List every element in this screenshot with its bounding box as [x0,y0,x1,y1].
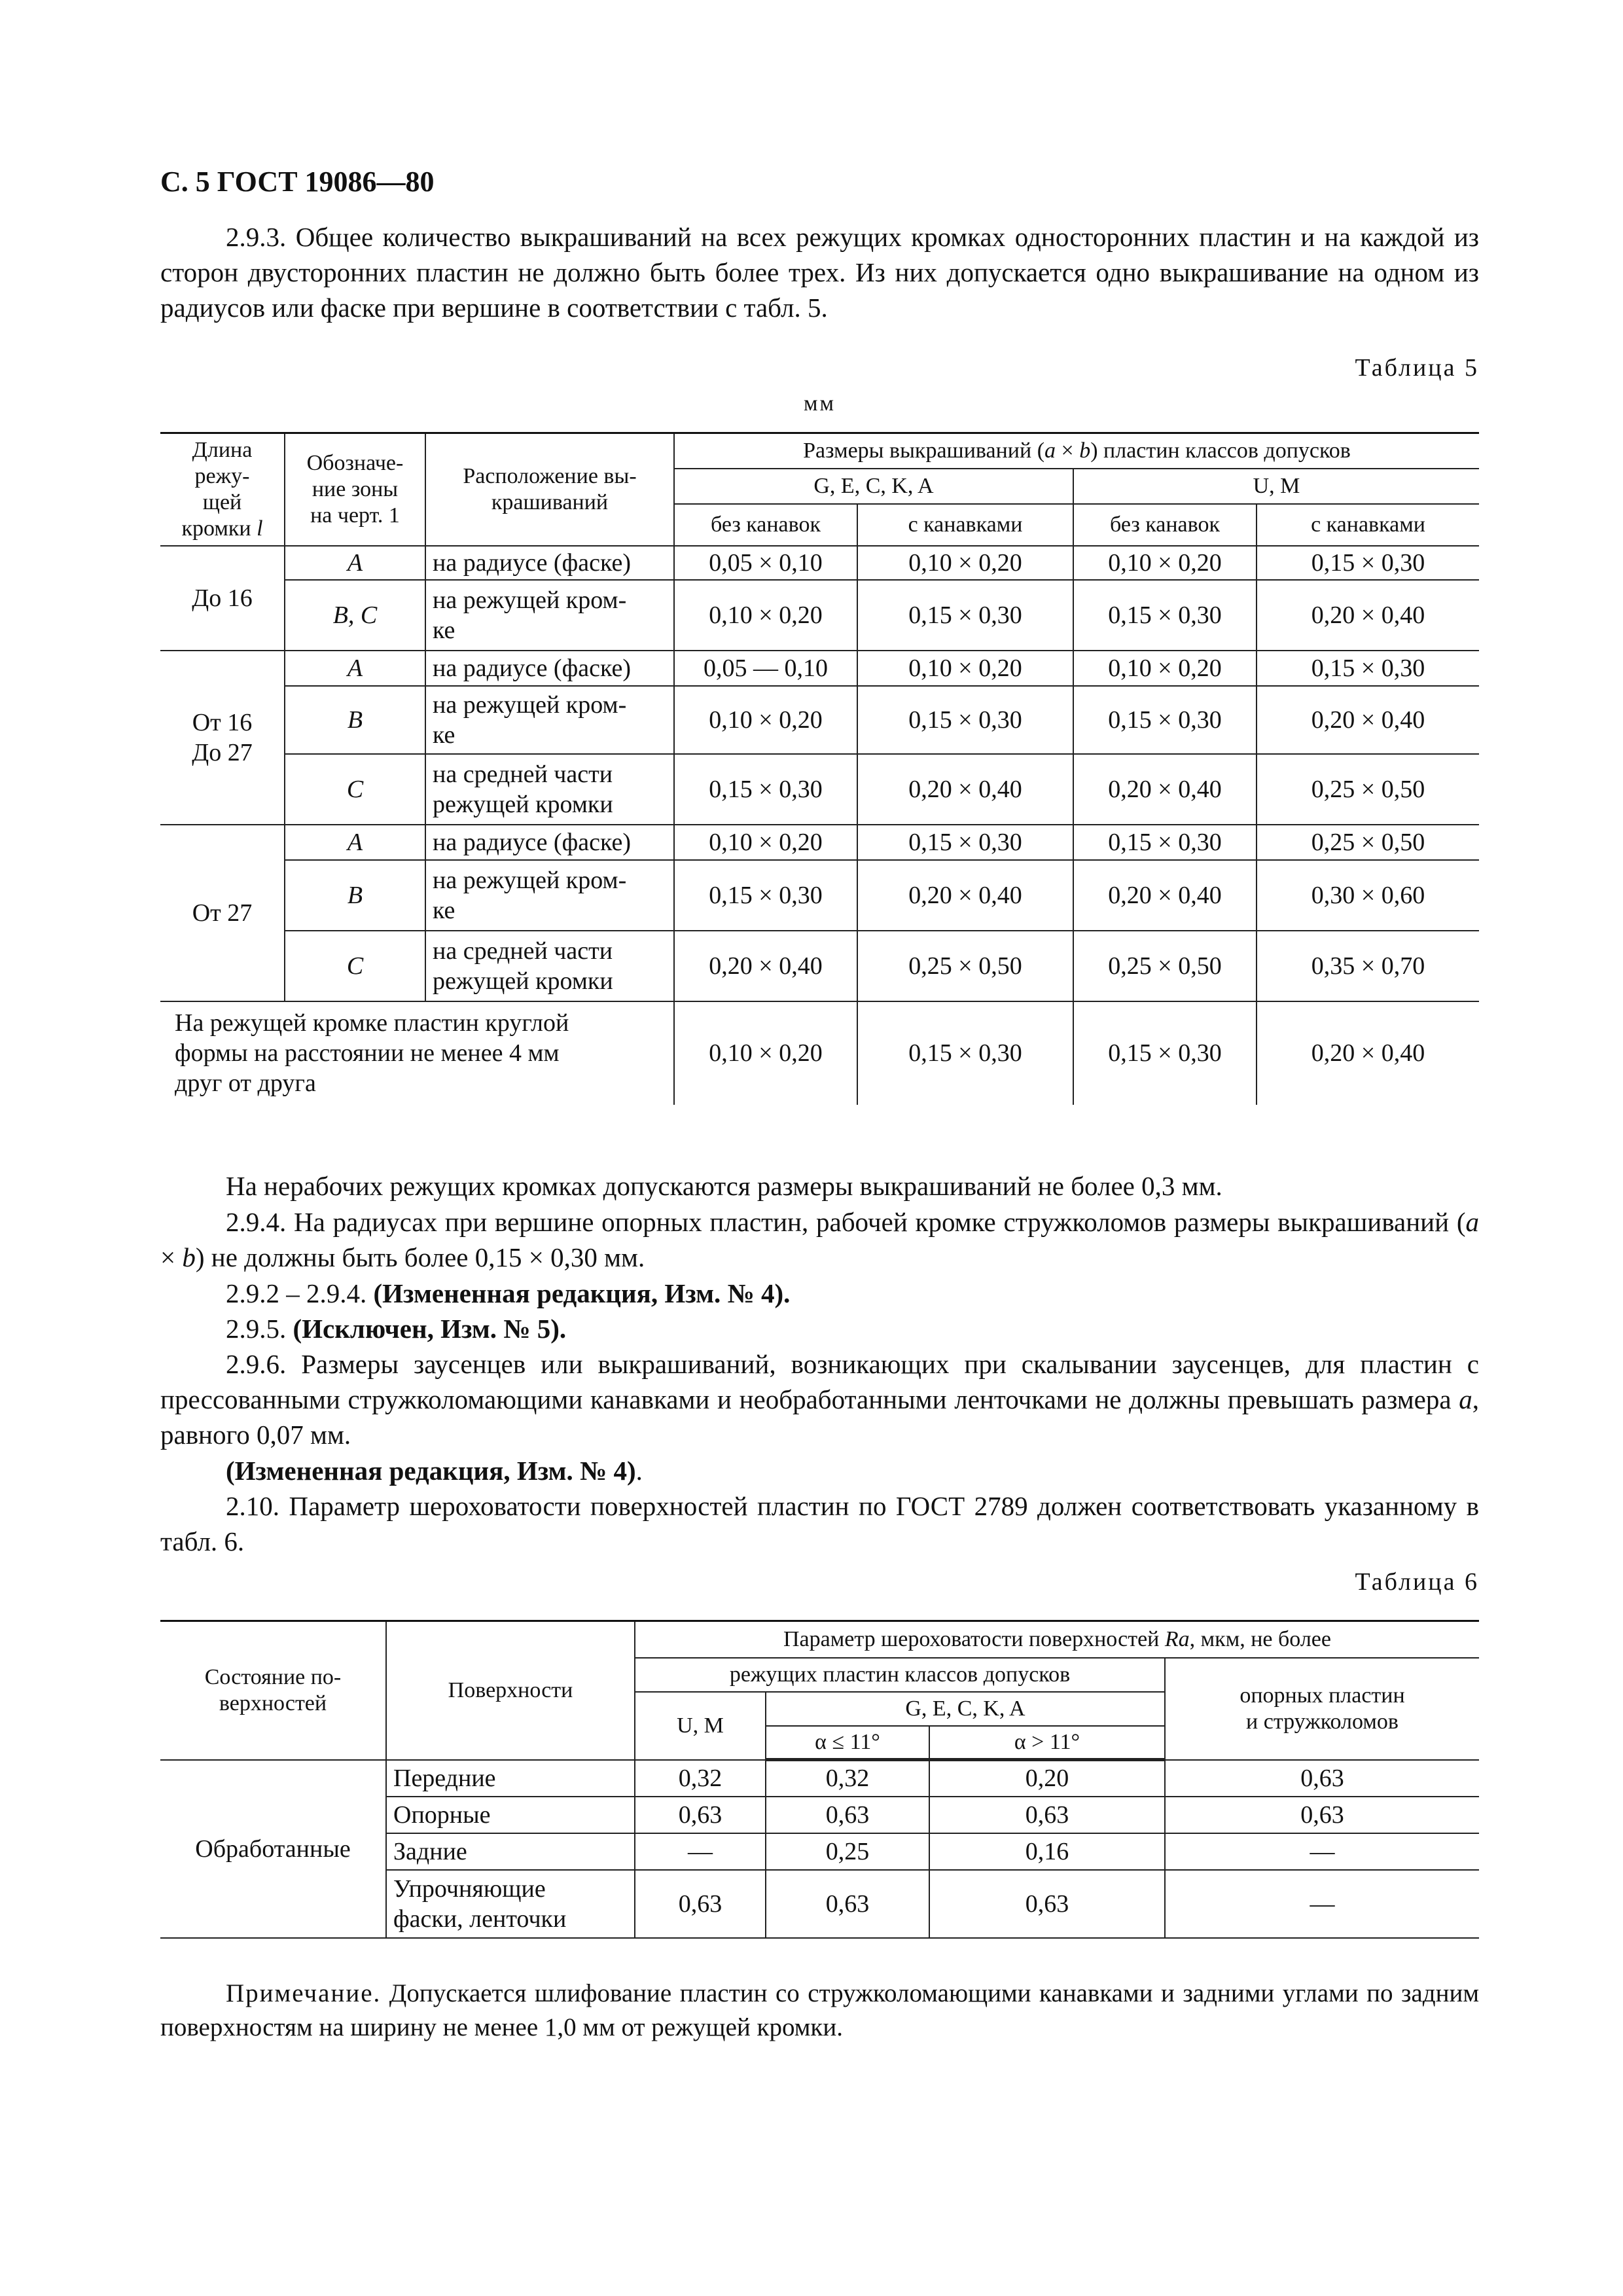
header-state: Состояние по- верхностей [160,1621,386,1760]
header-sub: без канавок [674,504,857,546]
value-cell: 0,25 [766,1833,929,1870]
value-cell: 0,05 × 0,10 [674,546,857,580]
value-cell: 0,15 × 0,30 [857,686,1073,754]
value-cell: 0,25 × 0,50 [857,931,1073,1001]
value-cell: 0,10 × 0,20 [1073,546,1257,580]
value-cell: 0,16 [929,1833,1165,1870]
header-cutting-plates: режущих пластин классов допусков [635,1658,1165,1692]
paragraph-2-9-4: 2.9.4. На радиусах при вершине опорных пластин, рабочей кромке стружколомов размеры выкрашиваний (a × b) не должны быть более 0,15 × 0,30 мм. [160,1207,1479,1272]
value-cell: 0,63 [929,1870,1165,1938]
value-cell: 0,20 × 0,40 [857,860,1073,931]
zone-cell: B [285,686,425,754]
value-cell: 0,10 × 0,20 [674,686,857,754]
page-header: С. 5 ГОСТ 19086—80 [160,166,435,198]
value-cell: 0,15 × 0,30 [857,825,1073,860]
value-cell: 0,30 × 0,60 [1257,860,1479,931]
paragraph-2-9-2-2-9-4 [160,1276,1479,1311]
round-form-label: На режущей кромке пластин круглой формы на расстоянии не менее 4 мм друг от друга [160,1001,674,1105]
table-6 [160,1620,1479,1939]
value-cell: 0,63 [635,1870,766,1938]
header-surfaces: Поверхности [386,1621,635,1760]
value-cell: 0,25 × 0,50 [1073,931,1257,1001]
header-sub: без канавок [1073,504,1257,546]
value-cell: 0,15 × 0,30 [1073,825,1257,860]
header-class-gecka: G, E, C, K, A [674,469,1073,504]
value-cell: 0,63 [929,1797,1165,1833]
table6-caption: Таблица 6 [1355,1568,1479,1596]
value-cell: 0,20 × 0,40 [857,754,1073,825]
surface-cell: Опорные [386,1797,635,1833]
header-alpha-gt: α > 11° [929,1726,1165,1760]
value-cell: 0,10 × 0,20 [1073,651,1257,686]
header-sub: с канавками [1257,504,1479,546]
amendment-note: (Измененная редакция, Изм. № 4) [226,1456,636,1486]
value-cell: 0,15 × 0,30 [1257,546,1479,580]
value-cell: 0,20 × 0,40 [674,931,857,1001]
value-cell: 0,15 × 0,30 [1073,686,1257,754]
zone-cell: B [285,860,425,931]
value-cell: 0,15 × 0,30 [857,1001,1073,1105]
zone-cell: C [285,754,425,825]
paragraph-2-9-6: 2.9.6. Размеры заусенцев или выкрашиваний, возникающих при скалывании заусенцев, для пластин с прессованными стружколомающими канавками и необработанными ленточками не должны превышать размера a, равного 0,07 мм. [160,1349,1479,1450]
value-cell: 0,15 × 0,30 [857,580,1073,651]
value-cell: 0,35 × 0,70 [1257,931,1479,1001]
value-cell: 0,32 [766,1760,929,1797]
header-sub: с канавками [857,504,1073,546]
zone-cell: A [285,825,425,860]
table5-unit: мм [803,391,836,416]
table-5 [160,432,1479,1105]
location-cell: на радиусе (фаске) [425,546,674,580]
note [160,1977,1479,2045]
state-cell: Обработанные [160,1760,386,1938]
clause-ref: 2.9.5. [226,1314,287,1344]
paragraph-2-9-3: 2.9.3. Общее количество выкрашиваний на всех режущих кромках односторонних пластин и на каждой из сторон двусторонних пластин не должно быть более трех. Из них допускается одно выкрашивание на одном из радиусов или фаске при вершине в соответствии с табл. 5. [160,222,1479,323]
header-length: Длина режу- щей кромки l [160,433,285,546]
paragraph-2-10: 2.10. Параметр шероховатости поверхностей пластин по ГОСТ 2789 должен соответствовать указанному в табл. 6. [160,1491,1479,1556]
header-alpha-le: α ≤ 11° [766,1726,929,1760]
value-cell: 0,20 × 0,40 [1257,686,1479,754]
value-cell: — [1165,1870,1479,1938]
zone-cell: C [285,931,425,1001]
zone-cell: A [285,546,425,580]
paragraph-nonworking-edges: На нерабочих режущих кромках допускаются размеры выкрашиваний не более 0,3 мм. [226,1171,1222,1201]
location-cell: на радиусе (фаске) [425,825,674,860]
header-param: Параметр шероховатости поверхностей Ra, мкм, не более [635,1621,1479,1658]
value-cell: 0,25 × 0,50 [1257,825,1479,860]
header-sizes: Размеры выкрашиваний (a × b) пластин классов допусков [674,433,1479,469]
value-cell: 0,32 [635,1760,766,1797]
location-cell: на средней части режущей кромки [425,931,674,1001]
header-class-um: U, M [1073,469,1479,504]
value-cell: 0,63 [1165,1797,1479,1833]
location-cell: на режущей кром- ке [425,860,674,931]
amendment-note: (Измененная редакция, Изм. № 4). [373,1278,791,1308]
value-cell: 0,20 × 0,40 [1073,754,1257,825]
zone-cell: B, C [285,580,425,651]
note-label: Примечание. [226,1979,382,2007]
value-cell: 0,20 × 0,40 [1257,1001,1479,1105]
header-class-um: U, M [635,1692,766,1760]
value-cell: 0,20 [929,1760,1165,1797]
header-class-gecka: G, E, C, K, A [766,1692,1165,1726]
paragraph-2-9-6-amendment: (Измененная редакция, Изм. № 4). [226,1456,643,1486]
value-cell: 0,63 [766,1797,929,1833]
header-zone: Обозначе- ние зоны на черт. 1 [285,433,425,546]
location-cell: на режущей кром- ке [425,686,674,754]
length-cell: От 16 До 27 [160,651,285,825]
value-cell: 0,15 × 0,30 [1073,1001,1257,1105]
zone-cell: A [285,651,425,686]
value-cell: 0,10 × 0,20 [857,546,1073,580]
value-cell: 0,05 — 0,10 [674,651,857,686]
surface-cell: Задние [386,1833,635,1870]
value-cell: 0,20 × 0,40 [1073,860,1257,931]
surface-cell: Упрочняющие фаски, ленточки [386,1870,635,1938]
value-cell: — [635,1833,766,1870]
header-location: Расположение вы- крашиваний [425,433,674,546]
length-cell: До 16 [160,546,285,651]
location-cell: на режущей кром- ке [425,580,674,651]
table5-caption: Таблица 5 [1355,354,1479,382]
surface-cell: Передние [386,1760,635,1797]
location-cell: на радиусе (фаске) [425,651,674,686]
value-cell: 0,63 [766,1870,929,1938]
location-cell: на средней части режущей кромки [425,754,674,825]
header-support-plates: опорных пластин и стружколомов [1165,1658,1479,1760]
value-cell: 0,10 × 0,20 [674,580,857,651]
value-cell: 0,63 [635,1797,766,1833]
value-cell: 0,15 × 0,30 [674,860,857,931]
value-cell: 0,15 × 0,30 [1073,580,1257,651]
paragraph-2-9-5 [160,1311,1479,1346]
note-text: Допускается шлифование пластин со стружколомающими канавками и задними углами по задним поверхностям на ширину не менее 1,0 мм от режущей кромки. [160,1979,1479,2041]
clause-ref: 2.9.2 – 2.9.4. [226,1278,367,1308]
value-cell: 0,10 × 0,20 [857,651,1073,686]
amendment-note: (Исключен, Изм. № 5). [293,1314,567,1344]
value-cell: — [1165,1833,1479,1870]
value-cell: 0,10 × 0,20 [674,825,857,860]
value-cell: 0,10 × 0,20 [674,1001,857,1105]
length-cell: От 27 [160,825,285,1001]
value-cell: 0,25 × 0,50 [1257,754,1479,825]
value-cell: 0,15 × 0,30 [674,754,857,825]
value-cell: 0,15 × 0,30 [1257,651,1479,686]
value-cell: 0,63 [1165,1760,1479,1797]
value-cell: 0,20 × 0,40 [1257,580,1479,651]
